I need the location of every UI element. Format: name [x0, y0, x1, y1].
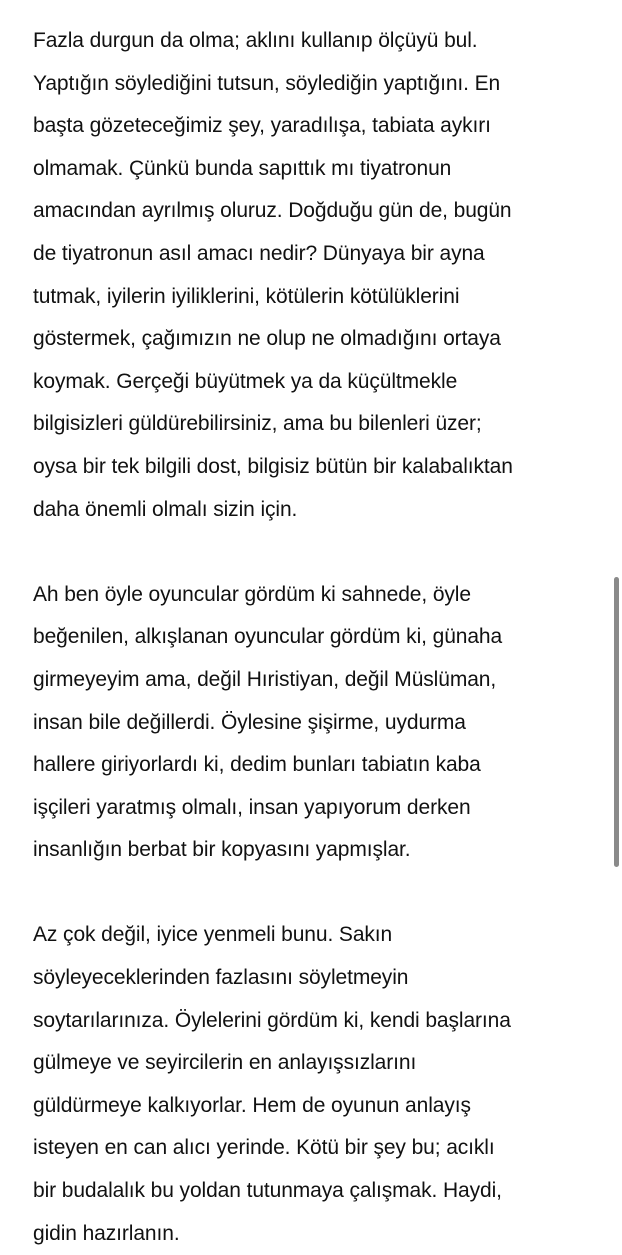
- text-line: başta gözeteceğimiz şey, yaradılışa, tabiata aykırı: [33, 114, 491, 138]
- text-line: göstermek, çağımızın ne olup ne olmadığını ortaya: [33, 327, 501, 351]
- paragraph-2: [33, 574, 598, 872]
- text-line: bir budalalık bu yoldan tutunmaya çalışmak. Haydi,: [33, 1179, 502, 1203]
- text-line: gülmeye ve seyircilerin en anlayışsızlarını: [33, 1051, 417, 1075]
- text-line: oysa bir tek bilgili dost, bilgisiz bütün bir kalabalıktan: [33, 454, 513, 478]
- paragraph-1: [33, 20, 598, 531]
- paragraph-spacer: [33, 531, 598, 574]
- text-line: bilgisizleri güldürebilirsiniz, ama bu bilenleri üzer;: [33, 412, 482, 436]
- text-line: Az çok değil, iyice yenmeli bunu. Sakın: [33, 923, 393, 947]
- text-line: soytarılarınıza. Öylelerini gördüm ki, kendi başlarına: [33, 1008, 511, 1032]
- text-line: güldürmeye kalkıyorlar. Hem de oyunun anlayış: [33, 1093, 471, 1117]
- text-line: hallere giriyorlardı ki, dedim bunları tabiatın kaba: [33, 753, 481, 777]
- text-line: Ah ben öyle oyuncular gördüm ki sahnede, öyle: [33, 582, 471, 606]
- document-body: [33, 20, 598, 1255]
- text-line: koymak. Gerçeği büyütmek ya da küçültmekle: [33, 369, 458, 393]
- text-line: söyleyeceklerinden fazlasını söyletmeyin: [33, 966, 409, 990]
- text-line: beğenilen, alkışlanan oyuncular gördüm ki, günaha: [33, 625, 503, 649]
- text-line: tutmak, iyilerin iyiliklerini, kötülerin kötülüklerini: [33, 284, 460, 308]
- paragraph-spacer: [33, 872, 598, 915]
- vertical-scrollbar[interactable]: [610, 0, 622, 1200]
- text-line: daha önemli olmalı sizin için.: [33, 497, 298, 521]
- text-line: Yaptığın söylediğini tutsun, söylediğin yaptığını. En: [33, 71, 501, 95]
- text-line: de tiyatronun asıl amacı nedir? Dünyaya bir ayna: [33, 241, 485, 265]
- text-line: girmeyeyim ama, değil Hıristiyan, değil Müslüman,: [33, 667, 497, 691]
- text-line: gidin hazırlanın.: [33, 1221, 180, 1245]
- text-line: amacından ayrılmış oluruz. Doğduğu gün de, bugün: [33, 199, 512, 223]
- paragraph-3: [33, 914, 598, 1255]
- scrollbar-thumb[interactable]: [614, 577, 619, 867]
- text-line: olmamak. Çünkü bunda sapıttık mı tiyatronun: [33, 156, 452, 180]
- text-line: isteyen en can alıcı yerinde. Kötü bir şey bu; acıklı: [33, 1136, 495, 1160]
- text-line: insanlığın berbat bir kopyasını yapmışlar.: [33, 838, 411, 862]
- text-line: insan bile değillerdi. Öylesine şişirme, uydurma: [33, 710, 466, 734]
- text-line: Fazla durgun da olma; aklını kullanıp ölçüyü bul.: [33, 29, 478, 52]
- text-line: işçileri yaratmış olmalı, insan yapıyorum derken: [33, 795, 471, 819]
